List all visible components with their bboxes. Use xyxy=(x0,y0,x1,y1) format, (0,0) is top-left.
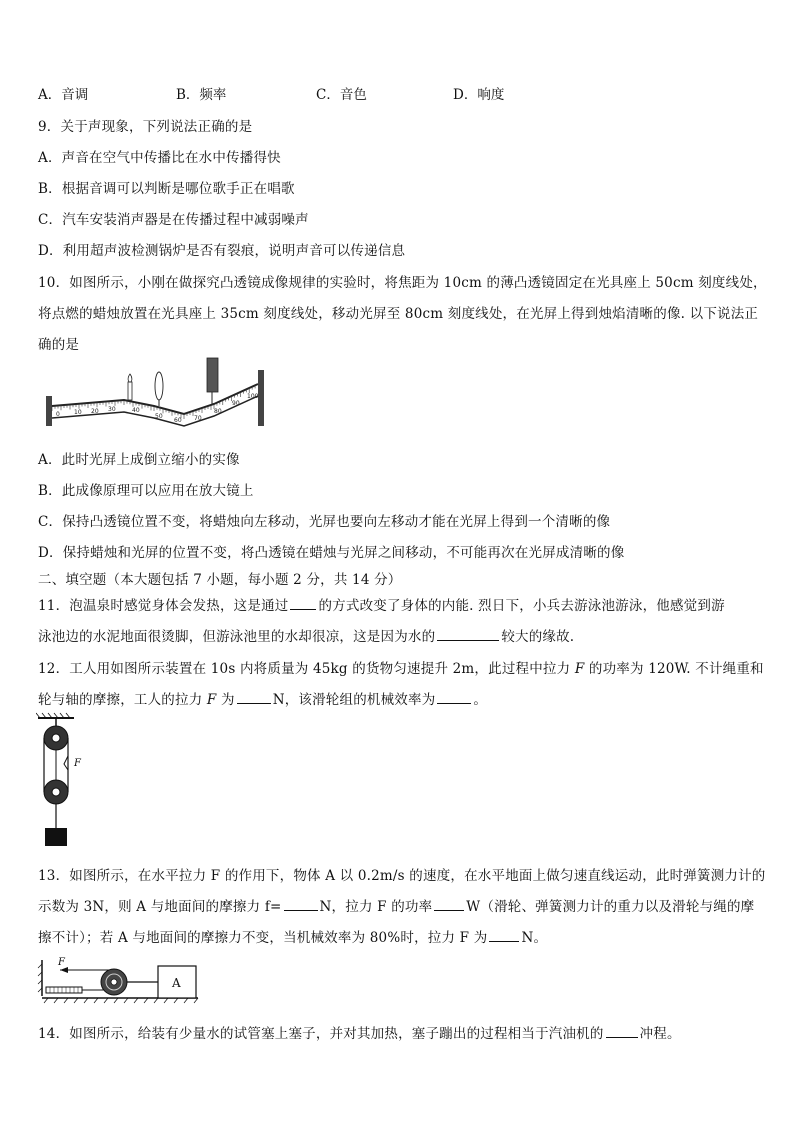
q14-text: 冲程。 xyxy=(639,1026,681,1042)
fixed-pulley-icon xyxy=(44,726,68,750)
spring-scale-pulley-figure xyxy=(36,952,204,1006)
q13-line1: 13．如图所示，在水平拉力 F 的作用下，物体 A 以 0.2m/s 的速度，在水平地面上做匀速直线运动，此时弹簧测力计的 xyxy=(38,868,766,884)
tick-label: 40 xyxy=(132,407,140,414)
q12-text: 轮与轴的摩擦，工人的拉力 xyxy=(38,692,207,708)
q9-option-a: A．声音在空气中传播比在水中传播得快 xyxy=(38,150,281,166)
convex-lens-icon xyxy=(155,372,163,406)
bench-rail-bottom xyxy=(52,396,258,426)
bench-left-stand xyxy=(46,396,52,426)
q13-text: N，拉力 F 的功率 xyxy=(319,899,433,915)
light-screen-icon xyxy=(207,358,218,404)
pulley-force-label: F xyxy=(74,758,81,769)
tick-label: 20 xyxy=(91,408,99,415)
q8-option-b: B．频率 xyxy=(176,87,227,103)
optical-bench-figure xyxy=(44,356,270,430)
q12-line2 xyxy=(38,688,487,708)
q11-text: 的方式改变了身体的内能. 烈日下，小兵去游泳池游泳，他感觉到游 xyxy=(318,598,725,614)
tick-label: 50 xyxy=(155,413,163,420)
tick-label: 90 xyxy=(232,400,240,407)
answer-blank xyxy=(434,898,464,911)
answer-blank xyxy=(437,628,499,641)
q10-stem-line2: 将点燃的蜡烛放置在光具座上 35cm 刻度线处，移动光屏至 80cm 刻度线处，在光屏上得到烛焰清晰的像. 以下说法正 xyxy=(38,306,759,322)
cargo-weight-icon xyxy=(45,828,67,846)
q12-text: 12．工人用如图所示装置在 10s 内将质量为 45kg 的货物匀速提升 2m，此过程中拉力 xyxy=(38,661,575,677)
q9-stem: 9．关于声现象，下列说法正确的是 xyxy=(38,119,253,135)
tick-label: 0 xyxy=(56,411,60,418)
block-a-label: A xyxy=(172,976,181,990)
q13-text: W（滑轮、弹簧测力计的重力以及滑轮与绳的摩 xyxy=(466,899,755,915)
q12-line1 xyxy=(38,657,764,677)
q11-text: 泳池边的水泥地面很烫脚，但游泳池里的水却很凉，这是因为水的 xyxy=(38,629,436,645)
q11-text: 11．泡温泉时感觉身体会发热，这是通过 xyxy=(38,598,289,614)
q8-option-d: D．响度 xyxy=(453,87,505,103)
answer-blank xyxy=(284,898,318,911)
q11-line1 xyxy=(38,594,725,614)
q13-line3 xyxy=(38,926,547,946)
answer-blank xyxy=(290,597,316,610)
q10-stem-line3: 确的是 xyxy=(38,337,80,353)
spring-scale-icon xyxy=(46,987,82,993)
answer-blank xyxy=(606,1025,638,1038)
q8-option-a: A．音调 xyxy=(38,87,89,103)
q13-text: N。 xyxy=(521,930,548,946)
q12-text: N，该滑轮组的机械效率为 xyxy=(272,692,436,708)
q10-option-b: B．此成像原理可以应用在放大镜上 xyxy=(38,483,254,499)
q12-text: F xyxy=(574,661,585,677)
tick-label: 80 xyxy=(214,408,222,415)
q11-line2 xyxy=(38,625,574,645)
q13-text: 擦不计）；若 A 与地面间的摩擦力不变，当机械效率为 80%时，拉力 F 为 xyxy=(38,930,488,946)
candle-icon xyxy=(128,374,132,400)
q12-text: 为 xyxy=(216,692,235,708)
horizontal-pulley-icon xyxy=(101,969,127,995)
q11-text: 较大的缘故. xyxy=(501,629,575,645)
pulley-system-figure xyxy=(36,712,96,848)
tick-label: 60 xyxy=(174,417,182,424)
q9-option-b: B．根据音调可以判断是哪位歌手正在唱歌 xyxy=(38,181,295,197)
q10-option-c: C．保持凸透镜位置不变，将蜡烛向左移动，光屏也要向左移动才能在光屏上得到一个清晰的像 xyxy=(38,514,611,530)
q9-option-d: D．利用超声波检测锅炉是否有裂痕，说明声音可以传递信息 xyxy=(38,243,406,259)
q10-stem-line1: 10．如图所示，小刚在做探究凸透镜成像规律的实验时，将焦距为 10cm 的薄凸透镜固定在光具座上 50cm 刻度线处， xyxy=(38,275,767,291)
movable-pulley-icon xyxy=(44,780,68,804)
q12-text: 。 xyxy=(473,692,488,708)
q12-text: 的功率为 120W. 不计绳重和 xyxy=(584,661,764,677)
section-heading-fill-in: 二、填空题（本大题包括 7 小题，每小题 2 分，共 14 分） xyxy=(38,572,402,588)
q14-text: 14．如图所示，给装有少量水的试管塞上塞子，并对其加热，塞子蹦出的过程相当于汽油机的 xyxy=(38,1026,604,1042)
tick-label: 70 xyxy=(194,415,202,422)
tick-label: 10 xyxy=(74,409,82,416)
q14-line xyxy=(38,1022,681,1042)
tick-label: 30 xyxy=(108,406,116,413)
answer-blank xyxy=(437,691,471,704)
pull-force-label: F xyxy=(58,957,65,968)
q13-line2 xyxy=(38,895,754,915)
q10-option-a: A．此时光屏上成倒立缩小的实像 xyxy=(38,452,240,468)
q10-option-d: D．保持蜡烛和光屏的位置不变，将凸透镜在蜡烛与光屏之间移动，不可能再次在光屏成清晰的像 xyxy=(38,545,625,561)
q13-text: 示数为 3N，则 A 与地面间的摩擦力 f= xyxy=(38,899,282,915)
q8-option-c: C．音色 xyxy=(316,87,367,103)
answer-blank xyxy=(489,929,519,942)
bench-right-stand xyxy=(258,370,264,426)
q12-text: F xyxy=(206,692,217,708)
answer-blank xyxy=(237,691,271,704)
tick-label: 100 xyxy=(247,393,259,400)
q9-option-c: C．汽车安装消声器是在传播过程中减弱噪声 xyxy=(38,212,309,228)
